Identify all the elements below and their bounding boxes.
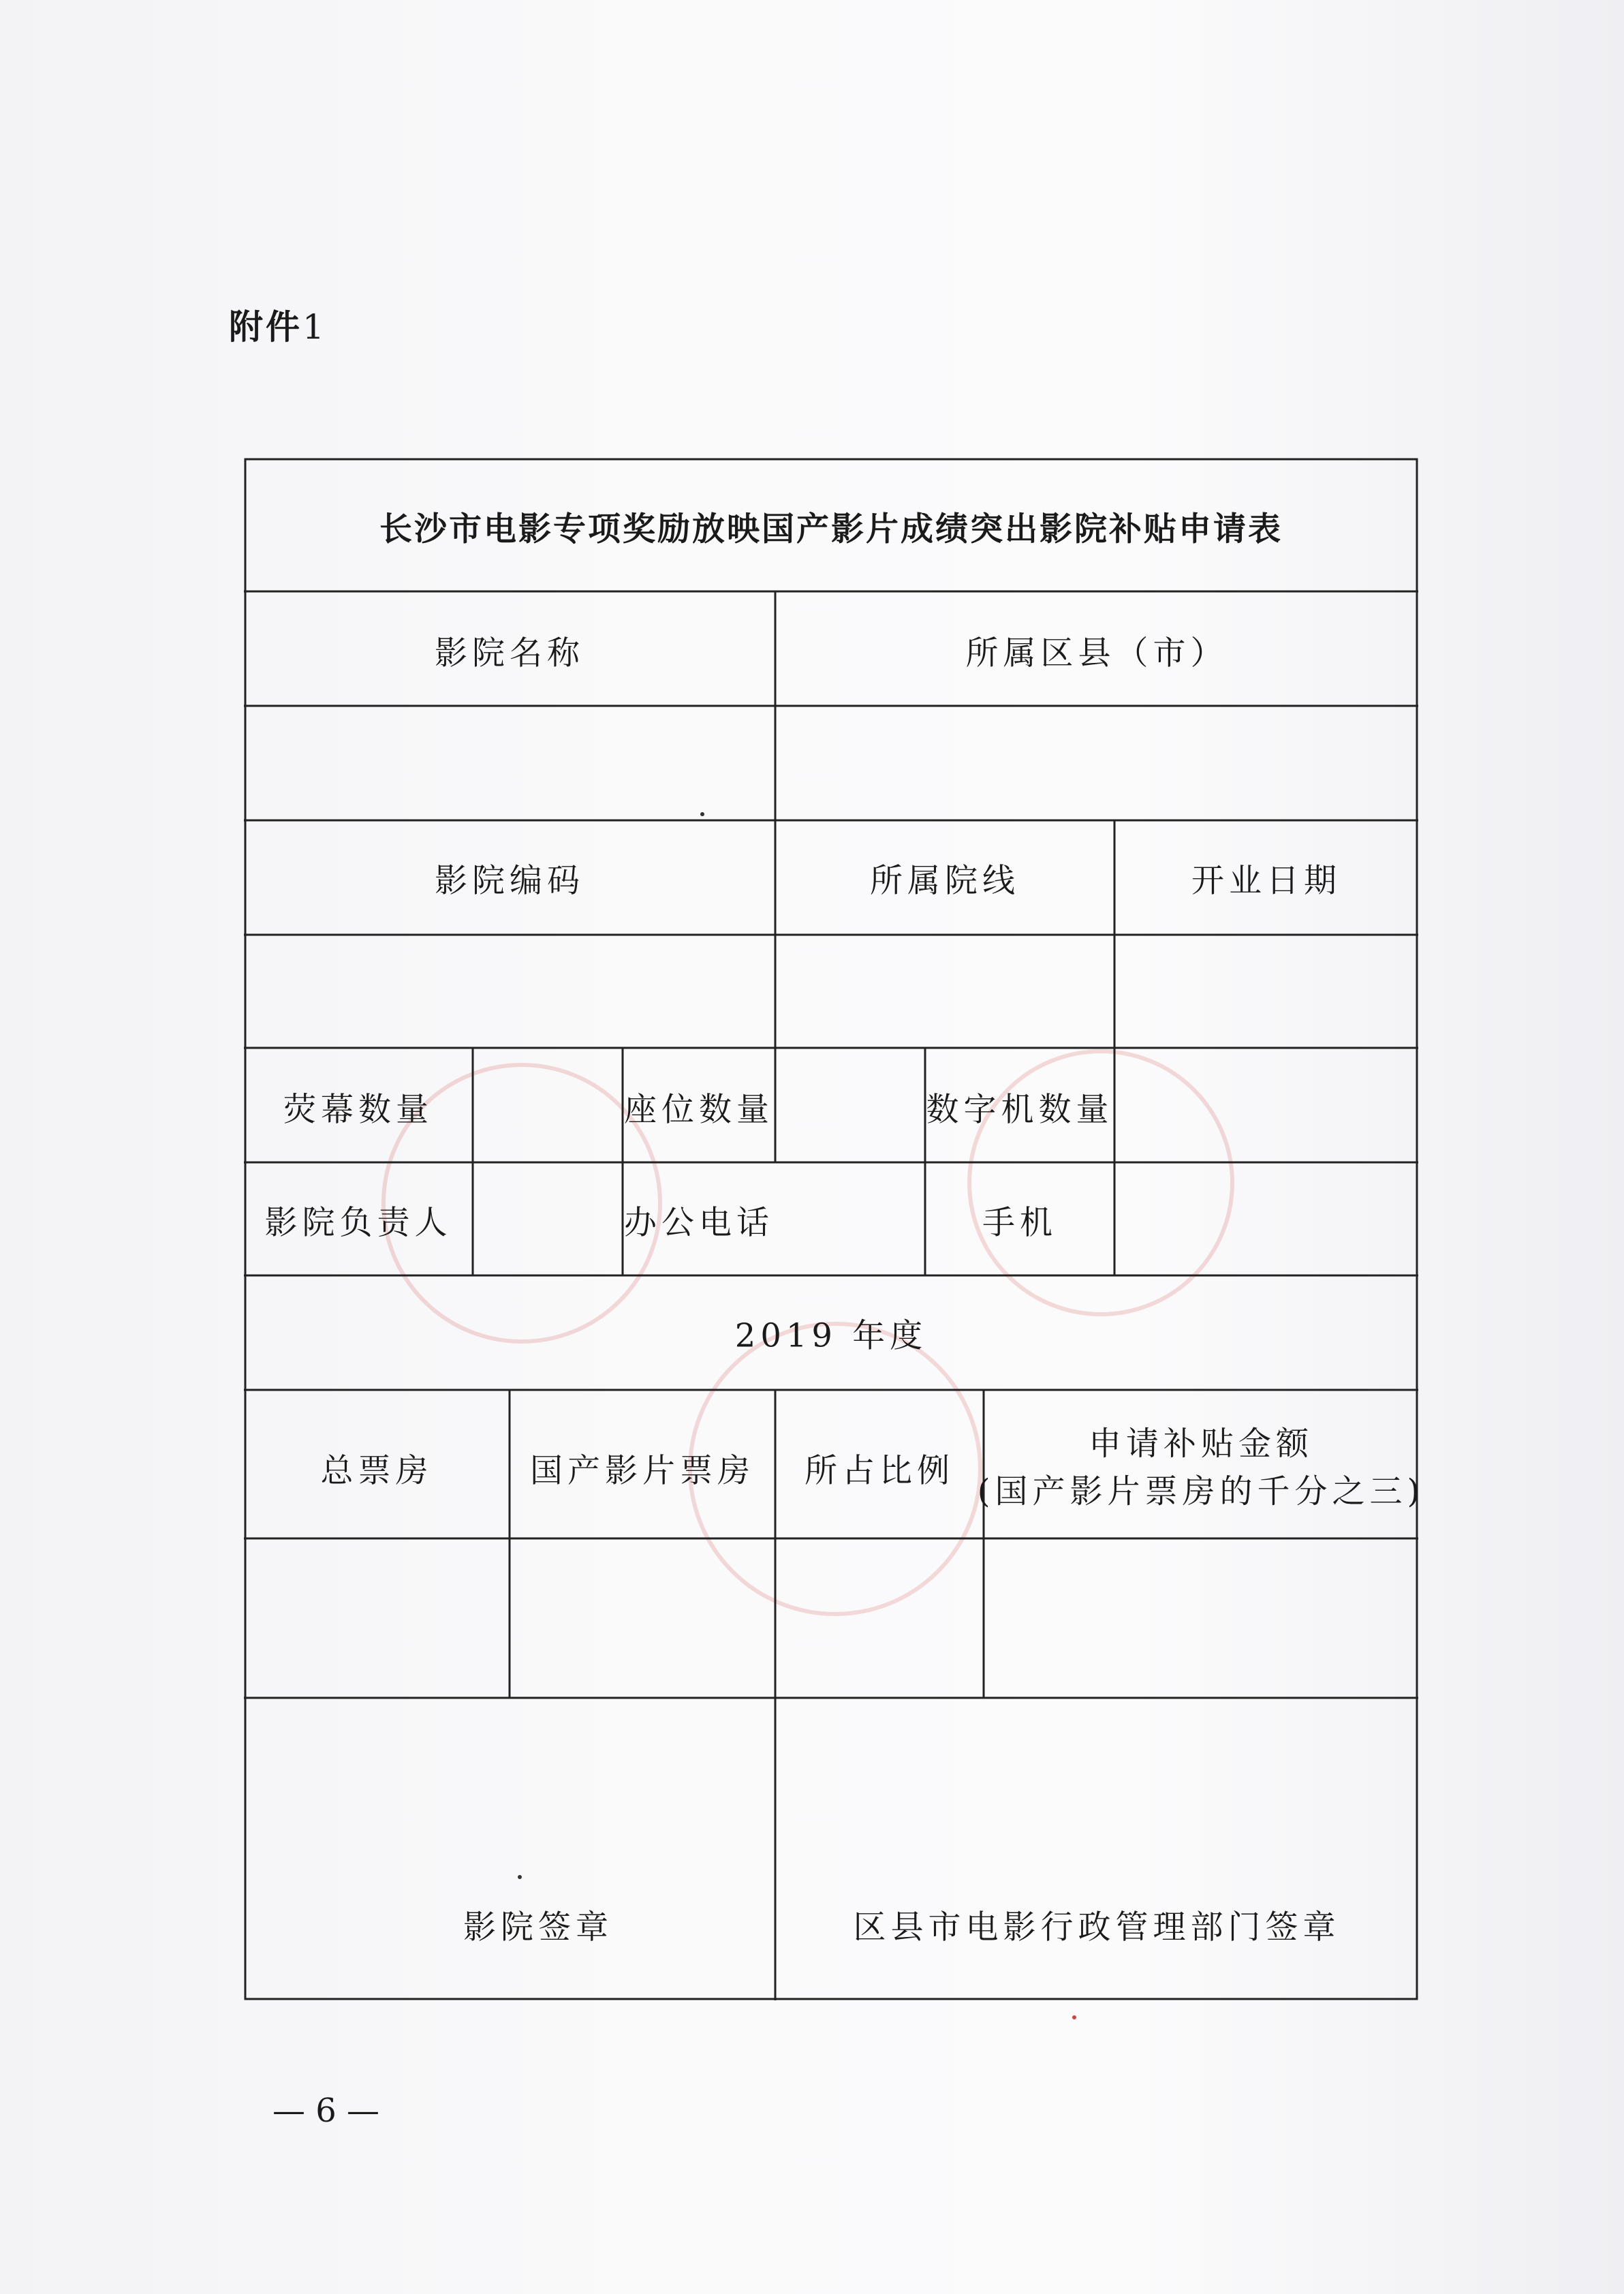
digital-projector-count-label: 数字机数量: [926, 1090, 1114, 1129]
subsidy-amount-label: [978, 1420, 1424, 1515]
application-form-table: [244, 458, 1425, 2000]
domestic-box-office-label: 国产影片票房: [529, 1451, 755, 1490]
screen-count-label: 荧幕数量: [283, 1090, 434, 1129]
opening-date-label: 开业日期: [1191, 861, 1342, 900]
scan-speck: [700, 812, 704, 816]
cinema-chain-label: 所属院线: [869, 861, 1020, 900]
authority-seal-label: 区县市电影行政管理部门签章: [853, 1908, 1341, 1947]
cinema-seal-label: 影院签章: [463, 1908, 614, 1947]
subsidy-amount-note: (国产影片票房的千分之三): [977, 1472, 1425, 1510]
attachment-label: 附件1: [229, 307, 327, 347]
office-phone-label: 办公电话: [623, 1203, 775, 1242]
scan-speck: [1072, 2015, 1076, 2019]
cinema-manager-label: 影院负责人: [264, 1203, 452, 1242]
page-number: — 6 —: [272, 2092, 380, 2130]
total-box-office-label: 总票房: [320, 1451, 433, 1490]
scan-speck: [518, 1875, 522, 1879]
seat-count-label: 座位数量: [623, 1090, 775, 1129]
mobile-label: 手机: [982, 1203, 1058, 1242]
district-label: 所属区县（市）: [965, 634, 1228, 672]
subsidy-amount-title: 申请补贴金额: [1088, 1425, 1313, 1463]
cinema-name-label: 影院名称: [434, 634, 585, 672]
year-label: 2019 年度: [734, 1316, 928, 1355]
share-ratio-label: 所占比例: [804, 1451, 955, 1490]
form-title: 长沙市电影专项奖励放映国产影片成绩突出影院补贴申请表: [379, 510, 1283, 548]
cinema-code-label: 影院编码: [434, 861, 585, 900]
